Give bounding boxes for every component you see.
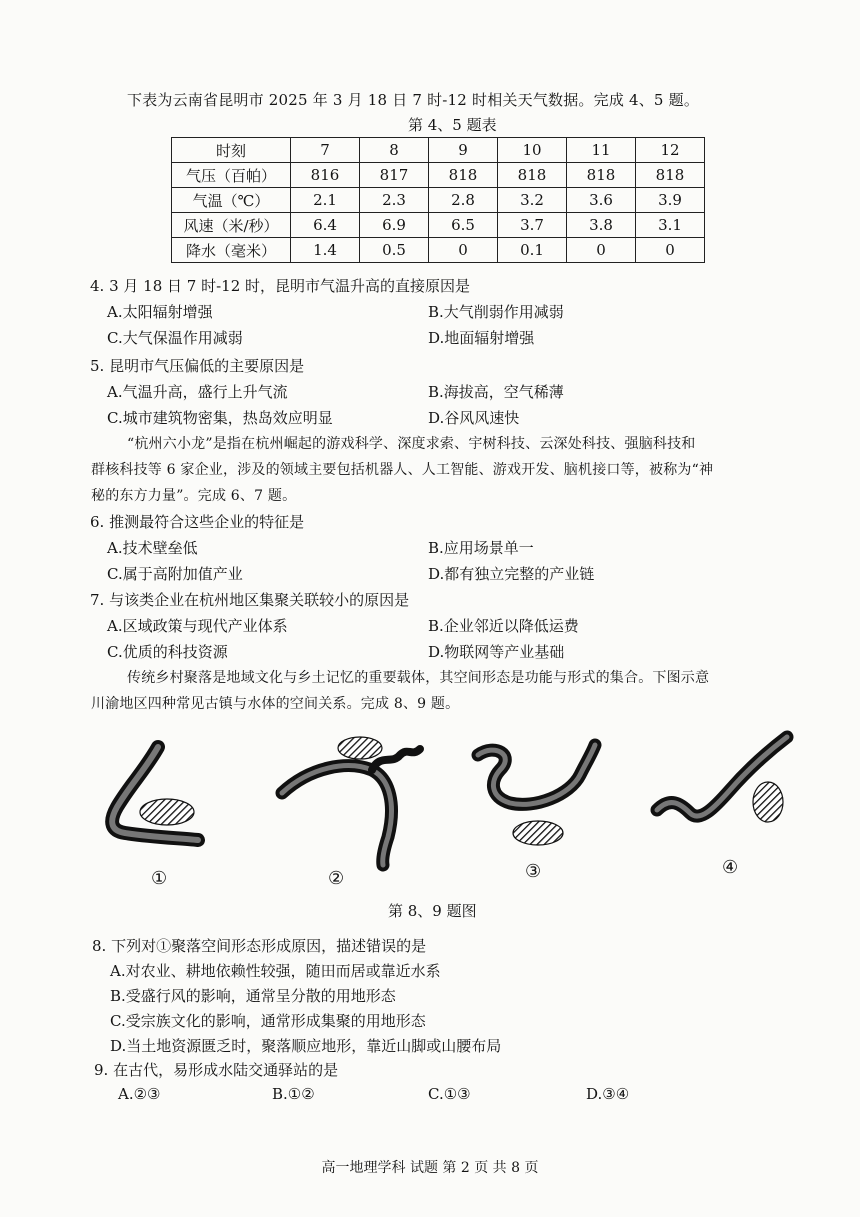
weather-table	[171, 137, 705, 263]
table-cell: 3.7	[498, 213, 567, 238]
table-row-label: 气压（百帕）	[172, 163, 291, 188]
table-row	[172, 163, 705, 188]
panel-3-diagram	[478, 745, 595, 845]
panel-2-settlement	[338, 737, 382, 759]
panel-4-settlement	[753, 782, 783, 822]
q8-option-c: C.受宗族文化的影响，通常形成集聚的用地形态	[110, 1012, 426, 1030]
intro-q45: 下表为云南省昆明市 2025 年 3 月 18 日 7 时-12 时相关天气数据。完成 4、5 题。	[127, 91, 700, 109]
table-cell: 818	[567, 163, 636, 188]
q9-option-d: D.③④	[586, 1085, 630, 1103]
q7-option-c: C.优质的科技资源	[107, 643, 228, 661]
table-cell: 818	[498, 163, 567, 188]
q6-option-a: A.技术壁垒低	[107, 539, 198, 557]
q7-option-d: D.物联网等产业基础	[428, 643, 565, 661]
q6-option-d: D.都有独立完整的产业链	[428, 565, 595, 583]
table-cell: 3.1	[636, 213, 705, 238]
table-cell: 3.6	[567, 188, 636, 213]
table-cell: 3.8	[567, 213, 636, 238]
q9-option-c: C.①③	[428, 1085, 471, 1103]
table-cell: 818	[636, 163, 705, 188]
table-row	[172, 238, 705, 263]
table-row-label: 时刻	[172, 138, 291, 163]
q9-stem: 9. 在古代，易形成水陆交通驿站的是	[94, 1061, 339, 1079]
table-cell: 2.8	[429, 188, 498, 213]
figure-label-1: ①	[151, 868, 168, 889]
q5-option-a: A.气温升高，盛行上升气流	[107, 383, 288, 401]
q7-stem: 7. 与该类企业在杭州地区集聚关联较小的原因是	[90, 591, 410, 609]
table-cell: 8	[360, 138, 429, 163]
table-cell: 0	[429, 238, 498, 263]
table-row-label: 风速（米/秒）	[172, 213, 291, 238]
q6-stem: 6. 推测最符合这些企业的特征是	[90, 513, 305, 531]
table-cell: 6.4	[291, 213, 360, 238]
intro-q67-line2: 群核科技等 6 家企业，涉及的领域主要包括机器人、人工智能、游戏开发、脑机接口等，被称为“神	[91, 462, 714, 478]
table-row	[172, 188, 705, 213]
q8-stem: 8. 下列对①聚落空间形态形成原因，描述错误的是	[92, 937, 427, 955]
q8-option-a: A.对农业、耕地依赖性较强，随田而居或靠近水系	[110, 962, 441, 980]
q7-option-b: B.企业邻近以降低运费	[428, 617, 579, 635]
q4-stem: 4. 3 月 18 日 7 时-12 时，昆明市气温升高的直接原因是	[90, 277, 471, 295]
panel-3-settlement	[513, 821, 563, 845]
panel-1-settlement	[140, 799, 194, 825]
table-cell: 6.5	[429, 213, 498, 238]
figure-label-4: ④	[722, 857, 739, 878]
q9-option-b: B.①②	[272, 1085, 315, 1103]
q6-option-b: B.应用场景单一	[428, 539, 534, 557]
table-cell: 6.9	[360, 213, 429, 238]
figure-label-2: ②	[328, 868, 345, 889]
q8-option-b: B.受盛行风的影响，通常呈分散的用地形态	[110, 987, 396, 1005]
table-cell: 12	[636, 138, 705, 163]
table-cell: 816	[291, 163, 360, 188]
settlement-water-figure	[90, 725, 810, 905]
table-cell: 0.1	[498, 238, 567, 263]
panel-2-diagram	[282, 737, 420, 865]
table-cell: 3.9	[636, 188, 705, 213]
q7-option-a: A.区域政策与现代产业体系	[107, 617, 288, 635]
figure-label-3: ③	[525, 861, 542, 882]
table-cell: 1.4	[291, 238, 360, 263]
figure-caption: 第 8、9 题图	[388, 902, 477, 920]
q4-option-a: A.太阳辐射增强	[107, 303, 213, 321]
q4-option-d: D.地面辐射增强	[428, 329, 535, 347]
panel-4-diagram	[657, 737, 787, 822]
table-cell: 0.5	[360, 238, 429, 263]
intro-q89-line2: 川渝地区四种常见古镇与水体的空间关系。完成 8、9 题。	[91, 696, 460, 712]
table-row-label: 气温（℃）	[172, 188, 291, 213]
table-cell: 0	[567, 238, 636, 263]
q5-stem: 5. 昆明市气压偏低的主要原因是	[90, 357, 305, 375]
q5-option-d: D.谷风风速快	[428, 409, 520, 427]
table-row	[172, 213, 705, 238]
table-cell: 11	[567, 138, 636, 163]
q4-option-b: B.大气削弱作用减弱	[428, 303, 564, 321]
q9-option-a: A.②③	[118, 1085, 161, 1103]
page-footer: 高一地理学科 试题 第 2 页 共 8 页	[321, 1160, 539, 1176]
q8-option-d: D.当土地资源匮乏时，聚落顺应地形，靠近山脚或山腰布局	[110, 1037, 502, 1055]
table-cell: 7	[291, 138, 360, 163]
table-row-label: 降水（毫米）	[172, 238, 291, 263]
intro-q89-line1: 传统乡村聚落是地域文化与乡土记忆的重要载体，其空间形态是功能与形式的集合。下图示意	[127, 670, 710, 686]
q6-option-c: C.属于高附加值产业	[107, 565, 243, 583]
intro-q67-line1: “杭州六小龙”是指在杭州崛起的游戏科学、深度求索、宇树科技、云深处科技、强脑科技和	[127, 436, 696, 452]
table-cell: 817	[360, 163, 429, 188]
q5-option-b: B.海拔高，空气稀薄	[428, 383, 564, 401]
table-cell: 0	[636, 238, 705, 263]
table-title: 第 4、5 题表	[408, 116, 497, 134]
intro-q67-line3: 秘的东方力量”。完成 6、7 题。	[91, 488, 297, 504]
table-cell: 2.1	[291, 188, 360, 213]
q5-option-c: C.城市建筑物密集，热岛效应明显	[107, 409, 333, 427]
table-cell: 10	[498, 138, 567, 163]
panel-1-diagram	[112, 747, 198, 840]
table-header-row	[172, 138, 705, 163]
table-cell: 9	[429, 138, 498, 163]
table-cell: 2.3	[360, 188, 429, 213]
q4-option-c: C.大气保温作用减弱	[107, 329, 243, 347]
table-cell: 818	[429, 163, 498, 188]
table-cell: 3.2	[498, 188, 567, 213]
